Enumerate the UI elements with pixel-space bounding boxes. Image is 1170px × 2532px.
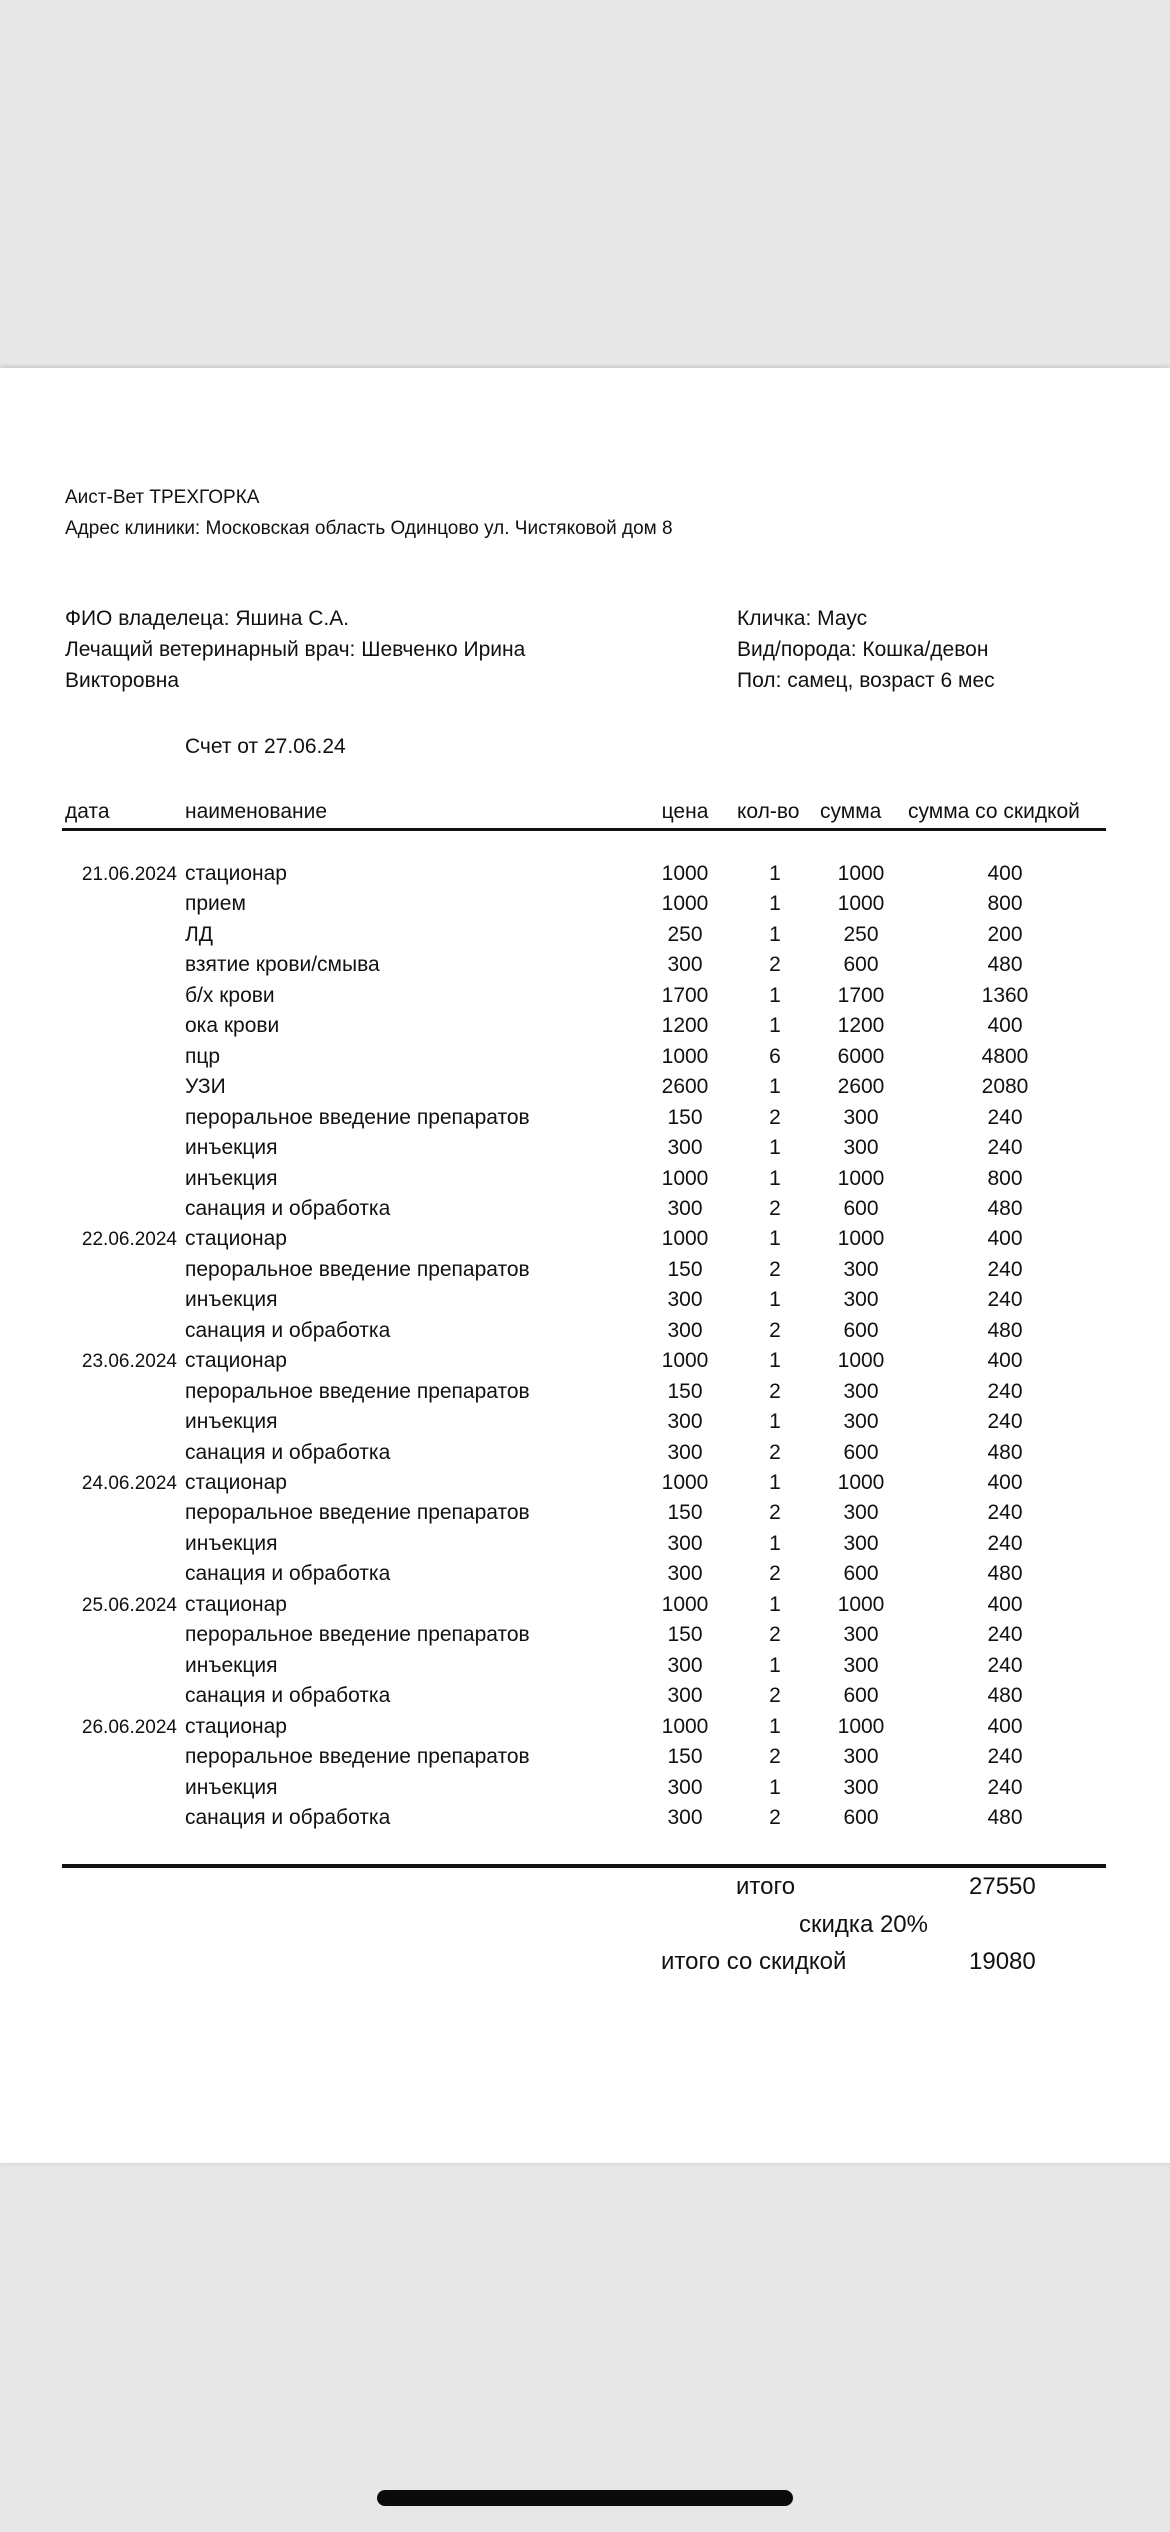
row-date: 24.06.2024 <box>81 1473 177 1494</box>
row-qty: 2 <box>769 1196 781 1220</box>
table-row <box>0 1045 1170 1075</box>
row-discount-sum: 240 <box>987 1257 1023 1281</box>
row-sum: 1000 <box>837 1349 885 1373</box>
table-row <box>0 1136 1170 1166</box>
row-price: 150 <box>667 1257 703 1281</box>
row-sum: 600 <box>843 1440 879 1464</box>
row-name: пцр <box>185 1044 221 1068</box>
row-sum: 1000 <box>837 862 885 885</box>
row-price: 250 <box>667 922 703 946</box>
row-discount-sum: 480 <box>987 1196 1023 1220</box>
row-qty: 1 <box>769 1075 781 1099</box>
row-qty: 2 <box>769 1105 781 1129</box>
table-row <box>0 1441 1170 1471</box>
row-price: 1700 <box>661 983 709 1007</box>
row-qty: 2 <box>769 1805 781 1829</box>
row-qty: 1 <box>769 1349 781 1373</box>
row-sum: 300 <box>843 1653 879 1677</box>
row-price: 150 <box>667 1105 703 1129</box>
row-price: 300 <box>667 953 703 977</box>
pet-sex-age: Пол: самец, возраст 6 мес <box>737 669 995 692</box>
row-name: стационар <box>185 1349 287 1373</box>
table-row <box>0 1532 1170 1562</box>
row-qty: 6 <box>769 1044 781 1068</box>
row-discount-sum: 240 <box>987 1623 1023 1647</box>
total-discount-label: итого со скидкой <box>661 1948 847 1975</box>
table-row <box>0 1075 1170 1105</box>
row-discount-sum: 1360 <box>981 983 1029 1007</box>
row-name: пероральное введение препаратов <box>185 1745 530 1769</box>
row-sum: 300 <box>843 1136 879 1160</box>
row-qty: 1 <box>769 1288 781 1312</box>
row-name: инъекция <box>185 1166 278 1190</box>
row-price: 300 <box>667 1318 703 1342</box>
row-price: 1000 <box>661 862 709 885</box>
row-sum: 600 <box>843 1562 879 1586</box>
pet-breed: Вид/порода: Кошка/девон <box>737 638 989 661</box>
table-row <box>0 1501 1170 1531</box>
row-price: 1000 <box>661 1349 709 1373</box>
row-qty: 1 <box>769 922 781 946</box>
row-sum: 300 <box>843 1501 879 1525</box>
row-qty: 2 <box>769 1684 781 1708</box>
row-discount-sum: 240 <box>987 1531 1023 1555</box>
row-discount-sum: 400 <box>987 1714 1023 1738</box>
row-price: 300 <box>667 1562 703 1586</box>
row-price: 300 <box>667 1410 703 1434</box>
table-row <box>0 1806 1170 1836</box>
row-discount-sum: 240 <box>987 1775 1023 1799</box>
row-sum: 300 <box>843 1288 879 1312</box>
doctor-name-line2: Викторовна <box>65 669 180 692</box>
row-sum: 1000 <box>837 1227 885 1251</box>
row-sum: 600 <box>843 1196 879 1220</box>
row-sum: 300 <box>843 1105 879 1129</box>
table-row <box>0 892 1170 922</box>
table-row <box>0 1319 1170 1349</box>
row-discount-sum: 400 <box>987 1349 1023 1373</box>
total-label: итого <box>736 1873 796 1900</box>
row-price: 150 <box>667 1501 703 1525</box>
row-qty: 2 <box>769 1318 781 1342</box>
row-name: пероральное введение препаратов <box>185 1257 530 1281</box>
row-qty: 2 <box>769 1623 781 1647</box>
header-qty: кол-во <box>737 800 800 823</box>
row-price: 1200 <box>661 1014 709 1038</box>
header-discount-sum: сумма со скидкой <box>908 800 1080 823</box>
row-sum: 250 <box>843 922 879 946</box>
row-price: 300 <box>667 1531 703 1555</box>
row-name: инъекция <box>185 1531 278 1555</box>
table-row <box>0 984 1170 1014</box>
row-discount-sum: 480 <box>987 1318 1023 1342</box>
row-price: 300 <box>667 1196 703 1220</box>
row-discount-sum: 240 <box>987 1136 1023 1160</box>
row-discount-sum: 240 <box>987 1653 1023 1677</box>
clinic-name: Аист-Вет ТРЕХГОРКА <box>65 487 260 508</box>
total-value: 27550 <box>969 1873 1036 1900</box>
row-qty: 2 <box>769 1501 781 1525</box>
row-name: инъекция <box>185 1410 278 1434</box>
row-sum: 600 <box>843 953 879 977</box>
row-price: 300 <box>667 1684 703 1708</box>
row-name: пероральное введение препаратов <box>185 1105 530 1129</box>
row-discount-sum: 400 <box>987 1592 1023 1616</box>
row-qty: 1 <box>769 1714 781 1738</box>
row-name: санация и обработка <box>185 1440 391 1464</box>
row-date: 21.06.2024 <box>81 864 177 885</box>
row-sum: 1700 <box>837 983 885 1007</box>
row-price: 1000 <box>661 1471 709 1494</box>
row-sum: 1000 <box>837 1471 885 1494</box>
table-row <box>0 1227 1170 1257</box>
row-discount-sum: 400 <box>987 1227 1023 1251</box>
row-sum: 2600 <box>837 1075 885 1099</box>
row-discount-sum: 400 <box>987 862 1023 885</box>
row-qty: 1 <box>769 862 781 885</box>
row-price: 150 <box>667 1623 703 1647</box>
row-sum: 600 <box>843 1684 879 1708</box>
table-row <box>0 1745 1170 1775</box>
row-discount-sum: 240 <box>987 1379 1023 1403</box>
row-qty: 1 <box>769 1410 781 1434</box>
row-date: 22.06.2024 <box>81 1229 177 1251</box>
row-name: стационар <box>185 1227 287 1251</box>
row-sum: 300 <box>843 1531 879 1555</box>
row-sum: 1000 <box>837 1592 885 1616</box>
row-price: 1000 <box>661 1044 709 1068</box>
row-sum: 300 <box>843 1410 879 1434</box>
row-price: 1000 <box>661 1592 709 1616</box>
table-row <box>0 1410 1170 1440</box>
table-row <box>0 1623 1170 1653</box>
table-row <box>0 862 1170 892</box>
table-row <box>0 1593 1170 1623</box>
row-date: 26.06.2024 <box>81 1716 177 1738</box>
row-discount-sum: 400 <box>987 1014 1023 1038</box>
row-price: 300 <box>667 1440 703 1464</box>
row-qty: 1 <box>769 892 781 916</box>
home-indicator[interactable] <box>377 2490 793 2506</box>
pet-name: Кличка: Маус <box>737 607 868 630</box>
row-discount-sum: 200 <box>987 922 1023 946</box>
row-name: стационар <box>185 862 287 885</box>
row-name: санация и обработка <box>185 1196 391 1220</box>
table-row <box>0 1776 1170 1806</box>
invoice-title: Счет от 27.06.24 <box>185 735 346 758</box>
row-price: 150 <box>667 1379 703 1403</box>
table-row <box>0 1014 1170 1044</box>
header-sum: сумма <box>820 800 882 823</box>
row-qty: 1 <box>769 1531 781 1555</box>
row-name: санация и обработка <box>185 1562 391 1586</box>
header-rule <box>62 828 1106 831</box>
table-row <box>0 1258 1170 1288</box>
row-name: взятие крови/смыва <box>185 953 380 977</box>
row-qty: 1 <box>769 983 781 1007</box>
row-discount-sum: 240 <box>987 1745 1023 1769</box>
header-name: наименование <box>185 800 328 823</box>
row-discount-sum: 240 <box>987 1105 1023 1129</box>
doctor-name-line1: Лечащий ветеринарный врач: Шевченко Ирина <box>65 638 526 661</box>
row-sum: 1000 <box>837 1166 885 1190</box>
row-sum: 600 <box>843 1805 879 1829</box>
row-sum: 300 <box>843 1623 879 1647</box>
row-qty: 2 <box>769 953 781 977</box>
total-discount-value: 19080 <box>969 1948 1036 1975</box>
row-price: 150 <box>667 1745 703 1769</box>
row-discount-sum: 480 <box>987 1440 1023 1464</box>
row-name: санация и обработка <box>185 1318 391 1342</box>
row-date: 25.06.2024 <box>81 1594 177 1616</box>
row-sum: 300 <box>843 1745 879 1769</box>
row-qty: 1 <box>769 1166 781 1190</box>
table-row <box>0 1654 1170 1684</box>
row-qty: 2 <box>769 1745 781 1769</box>
row-price: 1000 <box>661 1714 709 1738</box>
row-price: 1000 <box>661 892 709 916</box>
table-header <box>0 800 1170 830</box>
row-discount-sum: 240 <box>987 1501 1023 1525</box>
table-row <box>0 1167 1170 1197</box>
row-name: инъекция <box>185 1136 278 1160</box>
row-qty: 2 <box>769 1379 781 1403</box>
table-row <box>0 1288 1170 1318</box>
row-discount-sum: 800 <box>987 1166 1023 1190</box>
row-qty: 1 <box>769 1775 781 1799</box>
row-qty: 1 <box>769 1471 781 1494</box>
row-name: ока крови <box>185 1014 280 1038</box>
table-row <box>0 1471 1170 1501</box>
row-qty: 2 <box>769 1257 781 1281</box>
table-row <box>0 1106 1170 1136</box>
row-discount-sum: 480 <box>987 1805 1023 1829</box>
row-sum: 300 <box>843 1775 879 1799</box>
row-discount-sum: 480 <box>987 953 1023 977</box>
row-price: 300 <box>667 1136 703 1160</box>
row-name: УЗИ <box>185 1075 226 1099</box>
row-price: 300 <box>667 1805 703 1829</box>
row-discount-sum: 400 <box>987 1471 1023 1494</box>
row-name: стационар <box>185 1471 287 1494</box>
row-sum: 1000 <box>837 1714 885 1738</box>
table-row <box>0 923 1170 953</box>
row-name: прием <box>185 892 246 916</box>
table-row <box>0 953 1170 983</box>
table-row <box>0 1562 1170 1592</box>
row-sum: 1200 <box>837 1014 885 1038</box>
row-qty: 1 <box>769 1592 781 1616</box>
discount-label: скидка 20% <box>799 1911 928 1938</box>
row-price: 1000 <box>661 1227 709 1251</box>
header-price: цена <box>661 800 709 823</box>
row-discount-sum: 4800 <box>981 1044 1029 1068</box>
row-discount-sum: 2080 <box>981 1075 1029 1099</box>
row-sum: 300 <box>843 1379 879 1403</box>
row-name: санация и обработка <box>185 1805 391 1829</box>
row-discount-sum: 480 <box>987 1684 1023 1708</box>
row-sum: 6000 <box>837 1044 885 1068</box>
table-row <box>0 1380 1170 1410</box>
row-qty: 1 <box>769 1653 781 1677</box>
row-price: 300 <box>667 1288 703 1312</box>
clinic-address: Адрес клиники: Московская область Одинцово ул. Чистяковой дом 8 <box>65 518 673 539</box>
table-row <box>0 1684 1170 1714</box>
row-discount-sum: 480 <box>987 1562 1023 1586</box>
row-name: ЛД <box>185 922 214 946</box>
row-sum: 1000 <box>837 892 885 916</box>
row-date: 23.06.2024 <box>81 1351 177 1373</box>
row-price: 300 <box>667 1775 703 1799</box>
row-qty: 2 <box>769 1440 781 1464</box>
row-name: инъекция <box>185 1288 278 1312</box>
row-price: 300 <box>667 1653 703 1677</box>
row-name: инъекция <box>185 1775 278 1799</box>
row-discount-sum: 240 <box>987 1288 1023 1312</box>
row-name: стационар <box>185 1592 287 1616</box>
row-qty: 1 <box>769 1136 781 1160</box>
row-discount-sum: 800 <box>987 892 1023 916</box>
owner-name: ФИО владелеца: Яшина С.А. <box>65 607 350 630</box>
row-name: санация и обработка <box>185 1684 391 1708</box>
table-row <box>0 1197 1170 1227</box>
row-name: б/х крови <box>185 983 275 1007</box>
row-qty: 2 <box>769 1562 781 1586</box>
table-row <box>0 1349 1170 1379</box>
header-date: дата <box>65 800 110 823</box>
row-qty: 1 <box>769 1227 781 1251</box>
totals-rule <box>62 1864 1106 1868</box>
row-name: стационар <box>185 1714 287 1738</box>
row-sum: 600 <box>843 1318 879 1342</box>
row-name: пероральное введение препаратов <box>185 1501 530 1525</box>
row-price: 1000 <box>661 1166 709 1190</box>
row-name: пероральное введение препаратов <box>185 1623 530 1647</box>
table-row <box>0 1715 1170 1745</box>
row-qty: 1 <box>769 1014 781 1038</box>
row-price: 2600 <box>661 1075 709 1099</box>
row-name: пероральное введение препаратов <box>185 1379 530 1403</box>
row-discount-sum: 240 <box>987 1410 1023 1434</box>
row-sum: 300 <box>843 1257 879 1281</box>
row-name: инъекция <box>185 1653 278 1677</box>
